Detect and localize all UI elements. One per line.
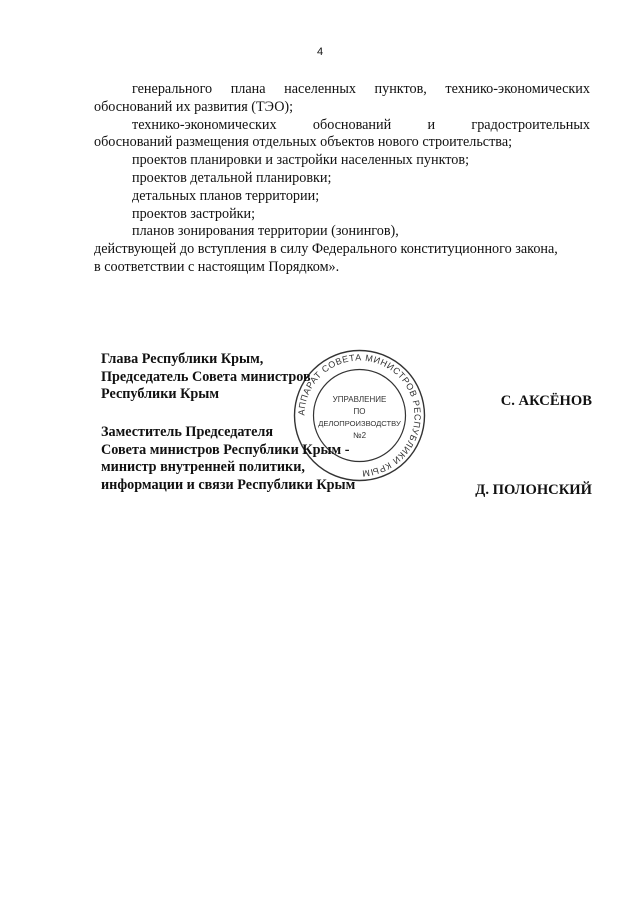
signatory-title-line: Председатель Совета министров [101, 368, 311, 385]
list-item-planning-projects: проектов планировки и застройки населенных пунктов; [132, 152, 470, 169]
list-item-feasibility-cont: обоснований размещения отдельных объектов нового строительства; [94, 134, 513, 151]
stamp-ring-text: АППАРАТ СОВЕТА МИНИСТРОВ РЕСПУБЛИКИ КРЫМ [296, 352, 423, 479]
stamp-line-2: ПО [353, 407, 366, 416]
signatory-title-line: Совета министров Республики Крым - [101, 441, 350, 458]
stamp-line-1: УПРАВЛЕНИЕ [332, 395, 387, 404]
signatory-title-line: Заместитель Председателя [101, 424, 274, 440]
signature-block-deputy [101, 424, 355, 494]
signatory-title-line: информации и связи Республики Крым [101, 476, 356, 493]
closing-text-cont: в соответствии с настоящим Порядком». [94, 258, 340, 275]
list-item-detailed-planning: проектов детальной планировки; [132, 169, 332, 186]
signatory-title-line: министр внутренней политики, [101, 459, 305, 476]
closing-text: действующей до вступления в силу Федерального конституционного закона, [94, 241, 558, 258]
signatory-name-deputy: Д. ПОЛОНСКИЙ [475, 482, 592, 498]
list-item-detailed-plans: детальных планов территории; [132, 187, 320, 204]
stamp-line-3: ДЕЛОПРОИЗВОДСТВУ [318, 419, 401, 428]
signature-block-head [101, 351, 311, 404]
stamp-line-4: №2 [352, 431, 367, 440]
list-item-master-plan-cont: обоснований их развития (ТЭО); [94, 98, 294, 115]
page-number: 4 [316, 46, 324, 58]
list-item-master-plan: генерального плана населенных пунктов, технико-экономических [132, 81, 590, 97]
list-item-feasibility: технико-экономических обоснований и градостроительных [132, 116, 590, 133]
signatory-title-line: Республики Крым [101, 386, 220, 403]
document-body [94, 81, 590, 277]
list-item-zoning: планов зонирования территории (зонингов), [132, 223, 399, 240]
signatory-title-line: Глава Республики Крым, [101, 351, 264, 367]
list-item-development-projects: проектов застройки; [132, 205, 256, 222]
signatory-name-head: С. АКСЁНОВ [500, 393, 592, 409]
